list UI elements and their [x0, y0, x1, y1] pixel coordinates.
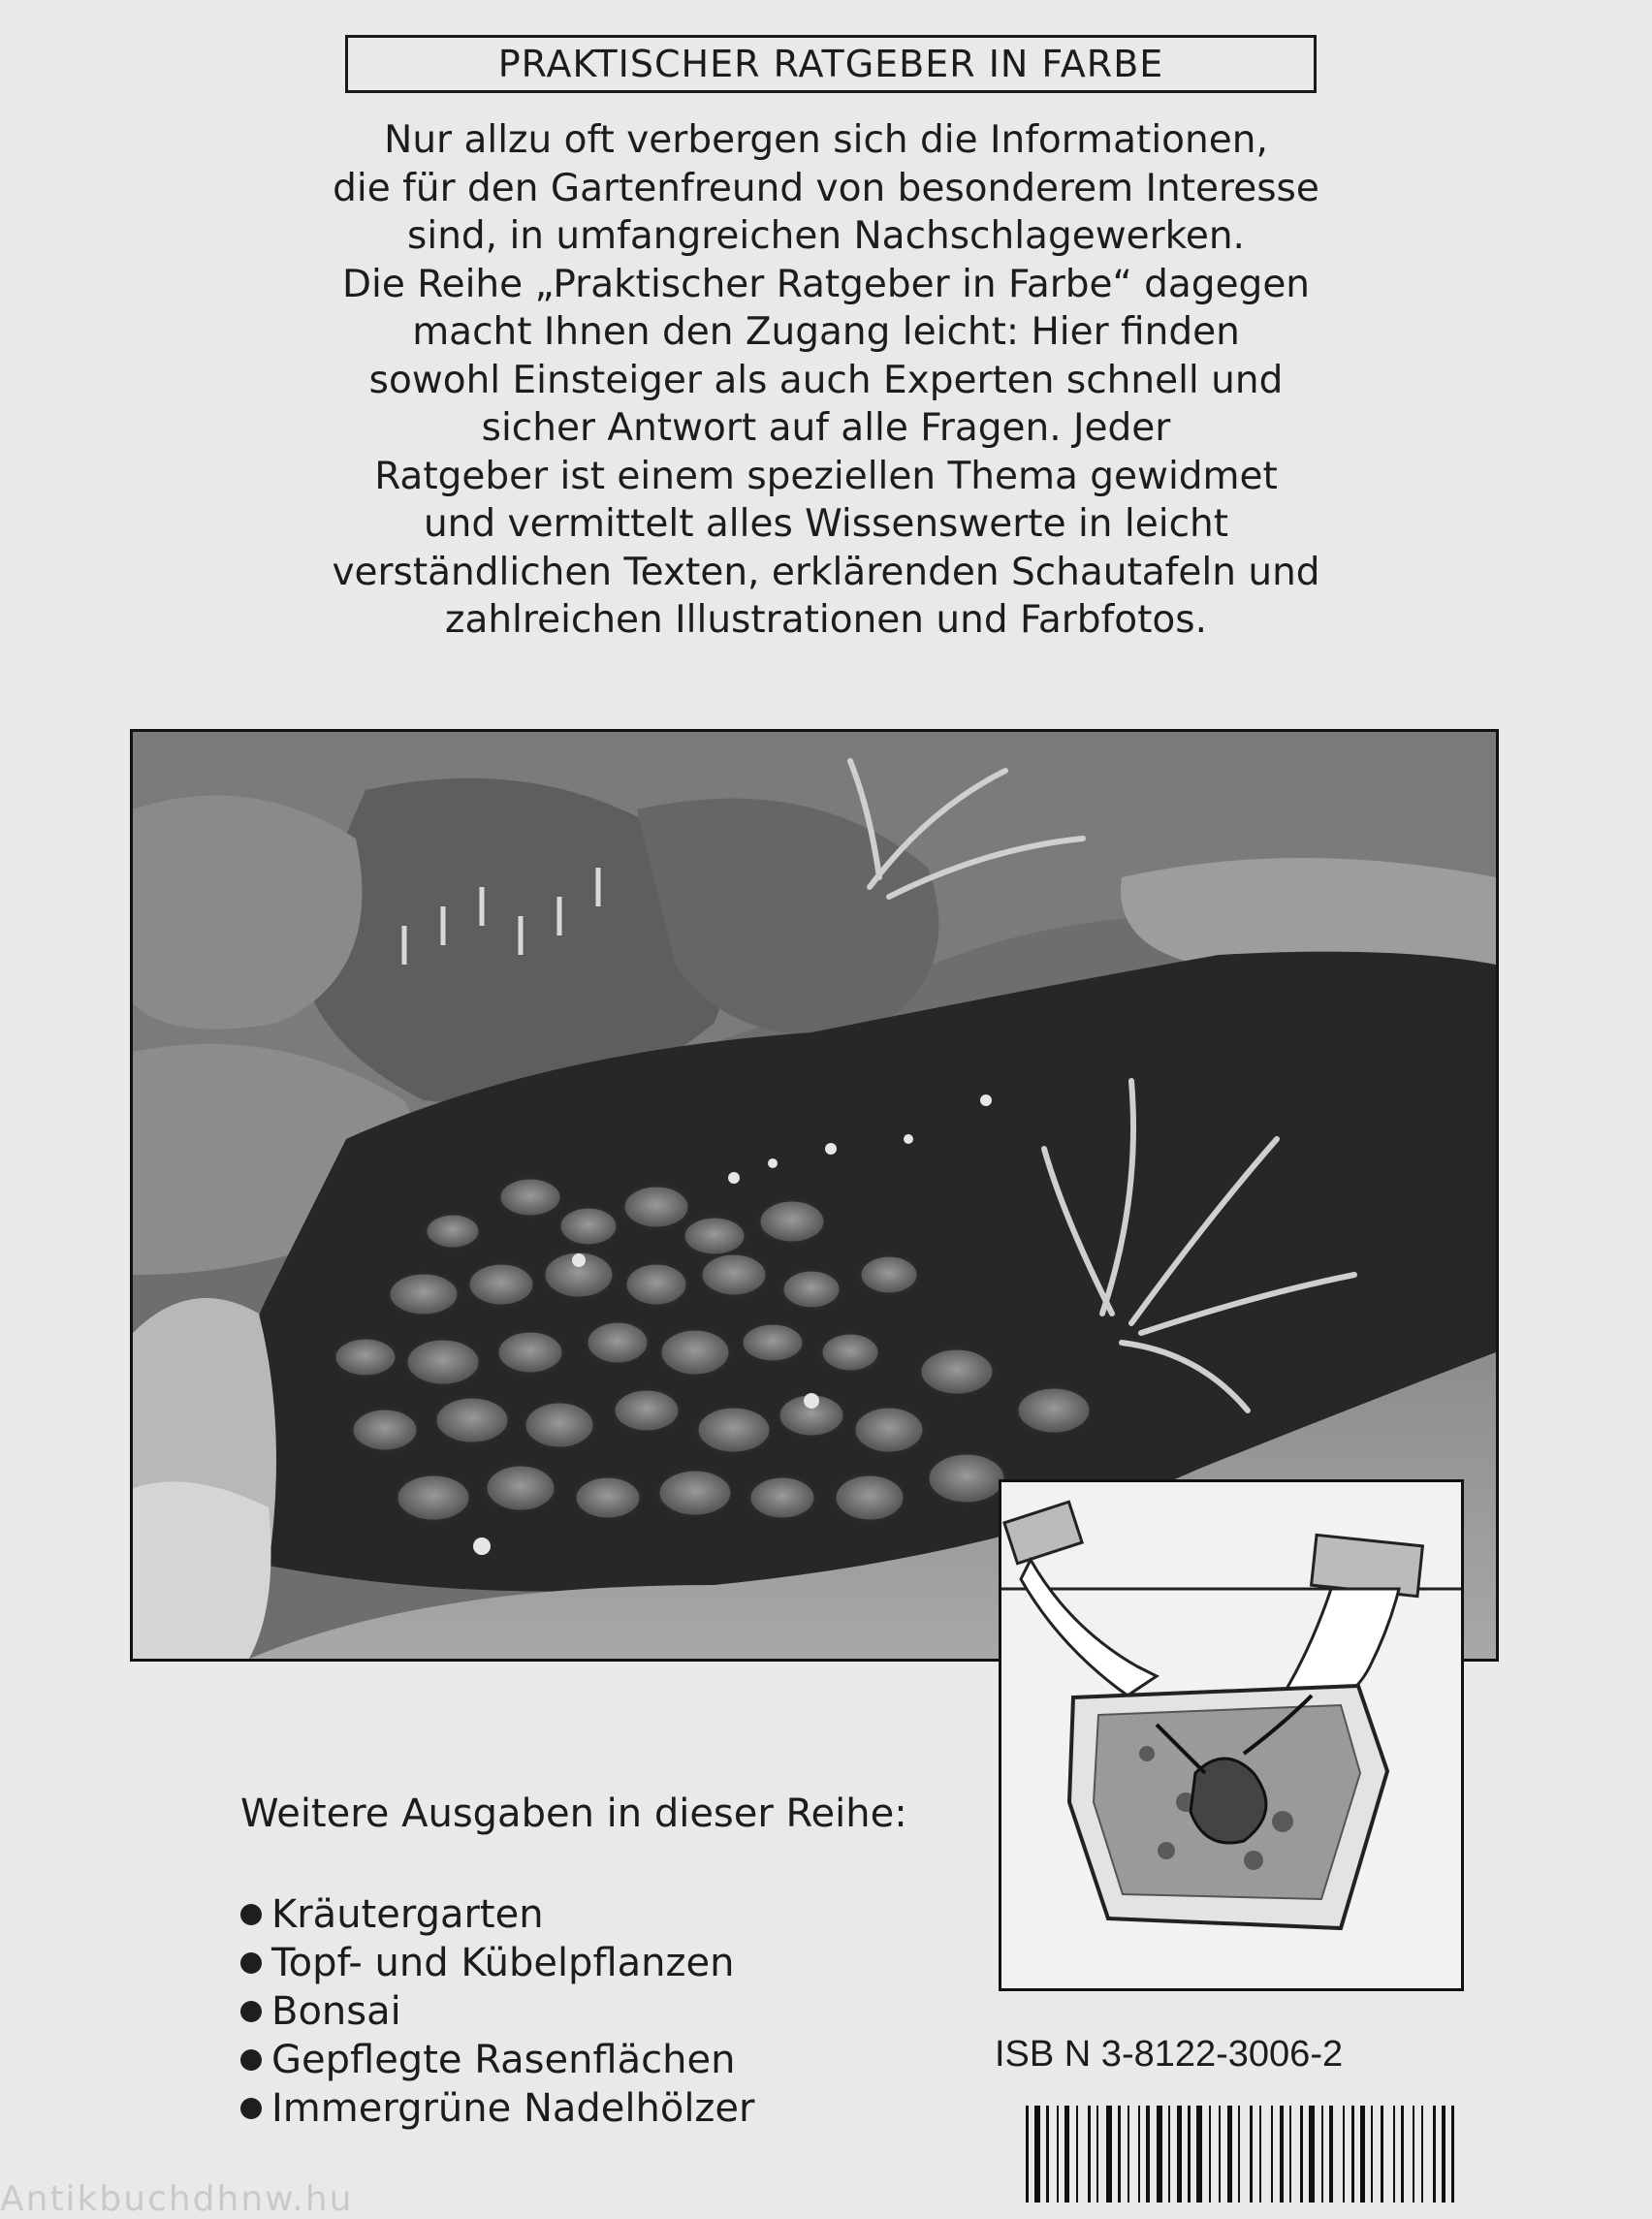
barcode-bar [1280, 2106, 1284, 2203]
blurb-text [291, 116, 1361, 645]
barcode-bar [1106, 2106, 1112, 2203]
further-editions-title: Weitere Ausgaben in dieser Reihe: [240, 1791, 907, 1836]
blurb-line: Nur allzu oft verbergen sich die Informationen, [384, 118, 1268, 162]
blurb-line: sowohl Einsteiger als auch Experten schnell und [368, 358, 1284, 402]
barcode-bar [1360, 2106, 1365, 2203]
barcode-bar [1146, 2106, 1150, 2203]
further-editions-list [240, 1890, 754, 2133]
barcode-bar [1118, 2106, 1121, 2203]
series-title: PRAKTISCHER RATGEBER IN FARBE [497, 43, 1164, 85]
barcode-bar [1393, 2106, 1395, 2203]
barcode-bar [1289, 2106, 1291, 2203]
barcode-bar [1219, 2106, 1221, 2203]
barcode-bar [1034, 2106, 1040, 2203]
hands-with-pond-net-drawing [1001, 1482, 1461, 1988]
barcode-bar [1046, 2106, 1049, 2203]
blurb-line: sicher Antwort auf alle Fragen. Jeder [481, 406, 1171, 450]
barcode-bar [1177, 2106, 1182, 2203]
barcode-bar [1329, 2106, 1333, 2203]
list-item [240, 1939, 754, 1987]
barcode-bar [1451, 2106, 1454, 2203]
watermark: Antikbuchdhnw.hu [0, 2179, 354, 2219]
barcode-bar [1300, 2106, 1303, 2203]
barcode-bar [1138, 2106, 1140, 2203]
bullet-icon [240, 2049, 262, 2071]
barcode-bar [1196, 2106, 1202, 2203]
blurb-line: verständlichen Texten, erklärenden Schautafeln und [332, 550, 1320, 594]
barcode-bar [1168, 2106, 1170, 2203]
barcode-bar [1442, 2106, 1446, 2203]
barcode-bar [1128, 2106, 1129, 2203]
list-item [240, 2084, 754, 2133]
barcode-bar [1157, 2106, 1162, 2203]
blurb-line: Ratgeber ist einem speziellen Thema gewidmet [374, 454, 1278, 498]
list-item-label: Kräutergarten [271, 1892, 544, 1937]
list-item [240, 1987, 754, 2036]
barcode-bar [1259, 2106, 1261, 2203]
isbn-number: ISB N 3-8122-3006-2 [995, 2034, 1344, 2075]
barcode-bar [1209, 2106, 1211, 2203]
barcode-bar [1064, 2106, 1069, 2203]
barcode-bar [1433, 2106, 1436, 2203]
barcode-bar [1057, 2106, 1059, 2203]
list-item-label: Topf- und Kübelpflanzen [271, 1941, 735, 1985]
barcode-bar [1321, 2106, 1323, 2203]
barcode-bar [1413, 2106, 1414, 2203]
bullet-icon [240, 2098, 262, 2119]
blurb-line: zahlreichen Illustrationen und Farbfotos. [444, 598, 1208, 642]
barcode-bar [1343, 2106, 1345, 2203]
list-item-label: Bonsai [271, 1989, 401, 2034]
net-cleaning-illustration [999, 1479, 1464, 1991]
barcode-bar [1076, 2106, 1078, 2203]
list-item-label: Gepflegte Rasenflächen [271, 2038, 736, 2082]
barcode-bar [1188, 2106, 1191, 2203]
barcode-bar [1351, 2106, 1354, 2203]
barcode-bar [1238, 2106, 1240, 2203]
blurb-line: sind, in umfangreichen Nachschlagewerken. [407, 214, 1245, 258]
bullet-icon [240, 1904, 262, 1925]
series-title-box [345, 35, 1317, 93]
barcode-bar [1381, 2106, 1383, 2203]
barcode-bar [1401, 2106, 1404, 2203]
barcode [1026, 2106, 1456, 2203]
blurb-line: und vermittelt alles Wissenswerte in leicht [423, 502, 1229, 546]
blurb-line: macht Ihnen den Zugang leicht: Hier finden [412, 310, 1240, 354]
barcode-bar [1309, 2106, 1315, 2203]
list-item-label: Immergrüne Nadelhölzer [271, 2086, 755, 2131]
blurb-line: Die Reihe „Praktischer Ratgeber in Farbe“ dagegen [341, 262, 1311, 306]
bullet-icon [240, 1952, 262, 1974]
barcode-bar [1371, 2106, 1373, 2203]
barcode-bar [1271, 2106, 1273, 2203]
blurb-line: die für den Gartenfreund von besonderem Interesse [333, 166, 1319, 210]
barcode-bar [1250, 2106, 1253, 2203]
barcode-bar [1026, 2106, 1029, 2203]
list-item [240, 2036, 754, 2084]
bullet-icon [240, 2001, 262, 2022]
barcode-bar [1088, 2106, 1091, 2203]
list-item [240, 1890, 754, 1939]
barcode-bar [1421, 2106, 1423, 2203]
barcode-bar [1227, 2106, 1232, 2203]
barcode-bar [1096, 2106, 1098, 2203]
